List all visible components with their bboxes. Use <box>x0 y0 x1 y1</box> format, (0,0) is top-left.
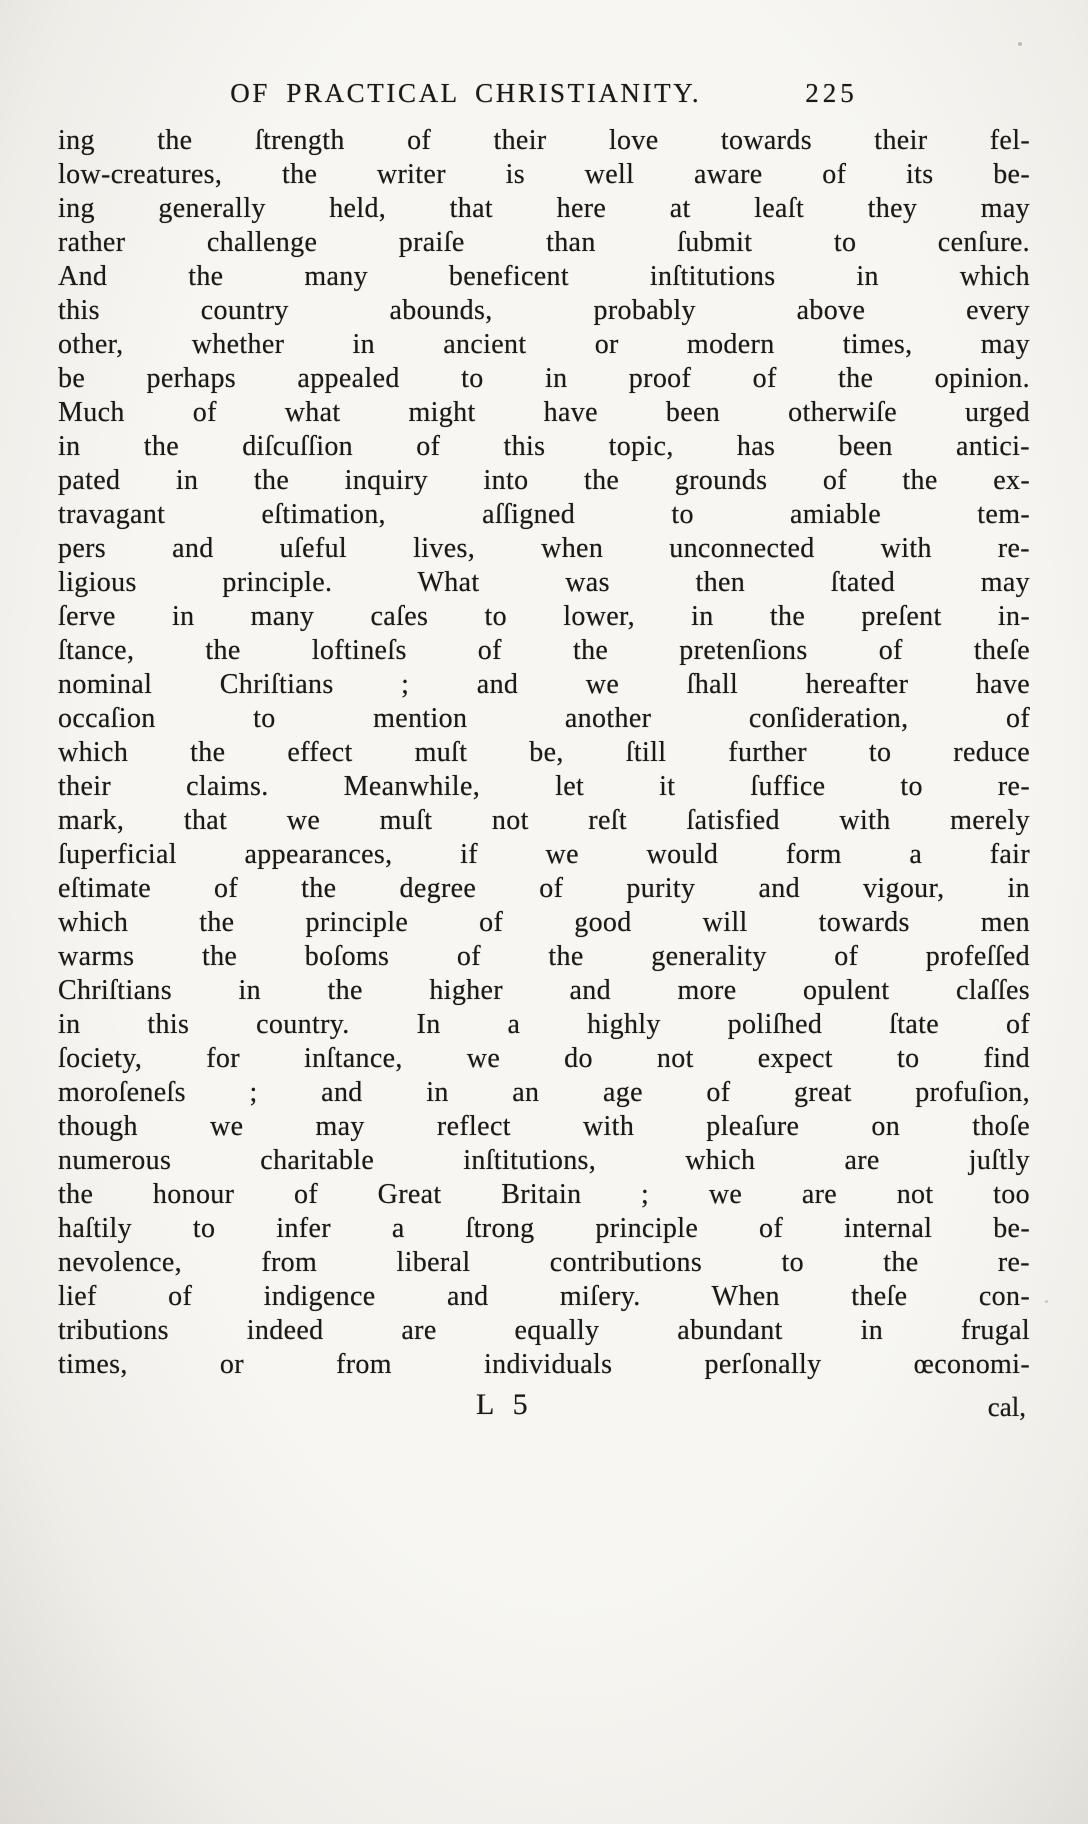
body-line: numerous charitable inſtitutions, which are juſtly <box>58 1145 1030 1176</box>
body-line: eſtimate of the degree of purity and vigour, in <box>58 873 1030 904</box>
body-line: though we may reflect with pleaſure on thoſe <box>58 1111 1030 1142</box>
scan-speck <box>1045 1300 1048 1303</box>
body-line: this country abounds, probably above every <box>58 295 1030 326</box>
body-line: pated in the inquiry into the grounds of the ex- <box>58 465 1030 496</box>
signature-mark: L 5 <box>475 1388 534 1421</box>
body-line: nevolence, from liberal contributions to the re- <box>58 1247 1030 1278</box>
body-line: other, whether in ancient or modern times, may <box>58 329 1030 360</box>
body-line: in the diſcuſſion of this topic, has been antici- <box>58 431 1030 462</box>
body-line: mark, that we muſt not reſt ſatisfied with merely <box>58 805 1030 836</box>
body-line: their claims. Meanwhile, let it ſuffice to re- <box>58 771 1030 802</box>
page-body <box>58 124 1030 1382</box>
body-line: moroſeneſs ; and in an age of great profuſion, <box>58 1077 1030 1108</box>
page-footer <box>58 1388 1030 1432</box>
running-head <box>64 78 1024 109</box>
body-line: ing the ſtrength of their love towards their fel- <box>58 125 1030 156</box>
body-line: warms the boſoms of the generality of profeſſed <box>58 941 1030 972</box>
page-number: 225 <box>805 78 858 108</box>
body-line: which the effect muſt be, ſtill further to reduce <box>58 737 1030 768</box>
body-line: low-creatures, the writer is well aware of its be- <box>58 159 1030 190</box>
body-line: ing generally held, that here at leaſt they may <box>58 193 1030 224</box>
body-line: the honour of Great Britain ; we are not too <box>58 1179 1030 1210</box>
body-line: which the principle of good will towards men <box>58 907 1030 938</box>
body-line: haſtily to infer a ſtrong principle of internal be- <box>58 1213 1030 1244</box>
body-line: times, or from individuals perſonally œconomi- <box>58 1349 1030 1380</box>
running-head-title: OF PRACTICAL CHRISTIANITY. <box>230 78 702 108</box>
scan-speck <box>1018 42 1022 46</box>
body-line: Much of what might have been otherwiſe urged <box>58 397 1030 428</box>
body-line: in this country. In a highly poliſhed ſtate of <box>58 1009 1030 1040</box>
body-line: be perhaps appealed to in proof of the opinion. <box>58 363 1030 394</box>
body-line: ligious principle. What was then ſtated may <box>58 567 1030 598</box>
body-line: And the many beneficent inſtitutions in which <box>58 261 1030 292</box>
body-line: ſtance, the loftineſs of the pretenſions of theſe <box>58 635 1030 666</box>
body-line: Chriſtians in the higher and more opulent claſſes <box>58 975 1030 1006</box>
body-line: nominal Chriſtians ; and we ſhall hereafter have <box>58 669 1030 700</box>
body-line: ſerve in many caſes to lower, in the preſent in- <box>58 601 1030 632</box>
body-line: pers and uſeful lives, when unconnected with re- <box>58 533 1030 564</box>
catchword: cal, <box>987 1392 1026 1422</box>
body-line: lief of indigence and miſery. When theſe con- <box>58 1281 1030 1312</box>
body-line: rather challenge praiſe than ſubmit to cenſure. <box>58 227 1030 258</box>
body-line: tributions indeed are equally abundant in frugal <box>58 1315 1030 1346</box>
body-line: ſociety, for inſtance, we do not expect to find <box>58 1043 1030 1074</box>
body-line: occaſion to mention another conſideration, of <box>58 703 1030 734</box>
body-line: travagant eſtimation, aſſigned to amiable tem- <box>58 499 1030 530</box>
body-line: ſuperficial appearances, if we would form a fair <box>58 839 1030 870</box>
